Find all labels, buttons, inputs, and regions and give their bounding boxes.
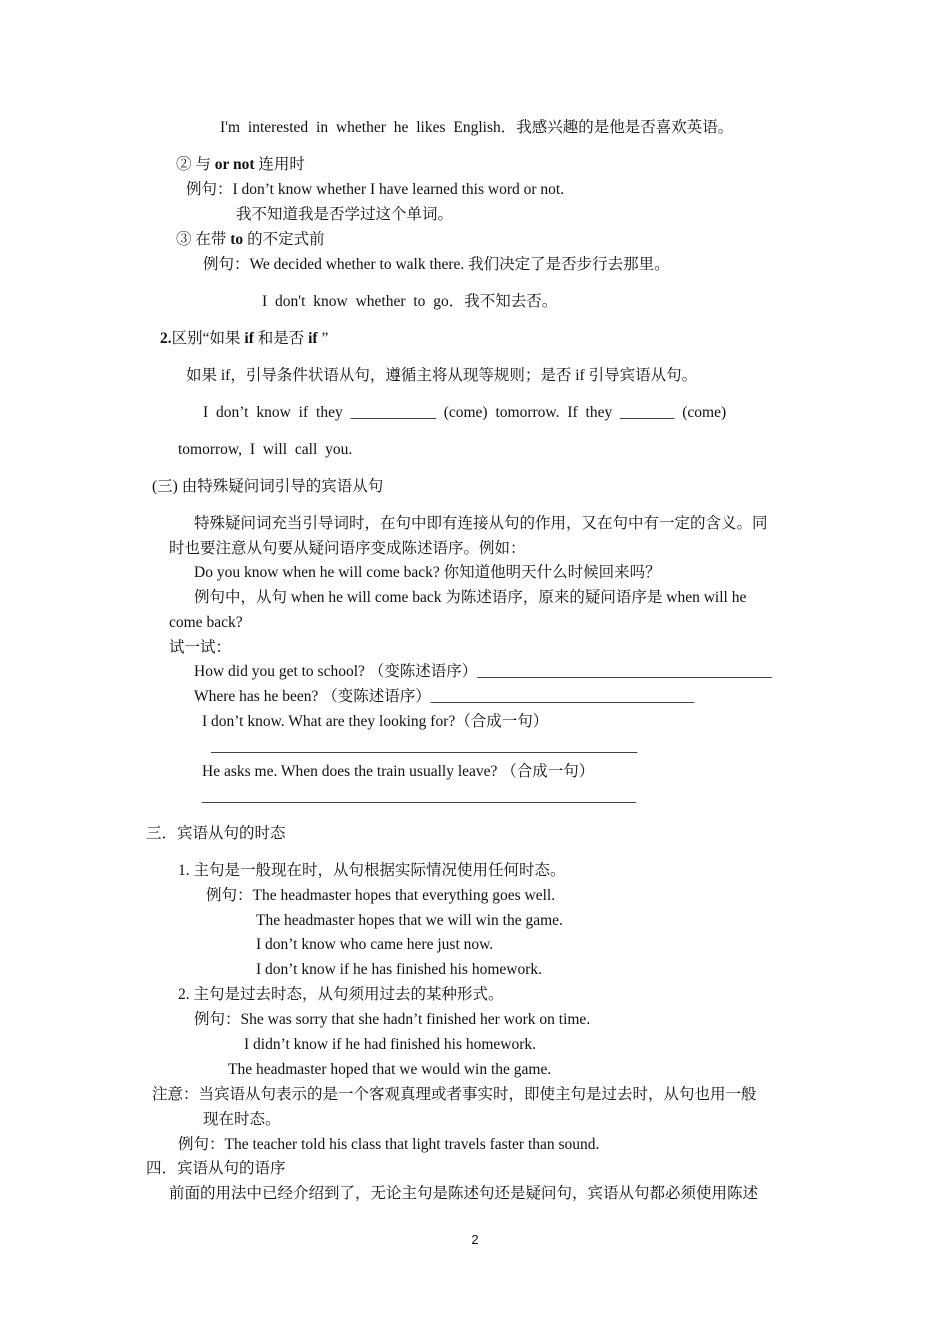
exercise-how-did-you: How did you get to school? （变陈述语序）______________________________________ — [194, 663, 772, 680]
wh-explanation-line-1: 特殊疑问词充当引导词时，在句中即有连接从句的作用，又在句中有一定的含义。同 — [194, 515, 768, 532]
section-word-order-heading: 四．宾语从句的语序 — [146, 1160, 286, 1177]
tense-rule-1-example-1: 例句：The headmaster hopes that everything goes well. — [206, 887, 556, 904]
tense-rule-1: 1. 主句是一般现在时，从句根据实际情况使用任何时态。 — [178, 862, 566, 879]
wh-example-note-line-1: 例句中，从句 when he will come back 为陈述语序，原来的疑问语序是 when will he — [194, 589, 747, 606]
example-whether-to-go: I don't know whether to go．我不知去否。 — [262, 293, 558, 310]
example-interested-whether: I'm interested in whether he likes English．我感兴趣的是他是否喜欢英语。 — [220, 119, 734, 136]
tense-rule-2-example-1: 例句：She was sorry that she hadn’t finished her work on time. — [194, 1011, 591, 1028]
tense-rule-2-example-2: I didn’t know if he had finished his homework. — [244, 1036, 537, 1053]
rule-to-infinitive-heading: ③ 在带 to 的不定式前 — [176, 231, 325, 248]
wh-explanation-line-2: 时也要注意从句要从疑问语序变成陈述语序。例如： — [169, 540, 526, 557]
example-whether-to-walk: 例句：We decided whether to walk there. 我们决定了是否步行去那里。 — [203, 256, 670, 273]
page-number: 2 — [471, 1232, 479, 1247]
tense-note-line-2: 现在时态。 — [203, 1111, 281, 1128]
exercise-train-leave: He asks me. When does the train usually leave? （合成一句） — [202, 763, 595, 780]
tense-rule-1-example-4: I don’t know if he has finished his homework. — [256, 961, 542, 978]
exercise-where-has-he: Where has he been? （变陈述语序）__________________________________ — [194, 688, 695, 705]
section-wh-word-heading: (三) 由特殊疑问词引导的宾语从句 — [152, 478, 384, 495]
section-if-difference-heading: 2.区别“如果 if 和是否 if ” — [160, 330, 329, 347]
wh-example-note-line-2: come back? — [169, 614, 243, 631]
word-order-explanation: 前面的用法中已经介绍到了，无论主句是陈述句还是疑问句，宾语从句都必须使用陈述 — [169, 1185, 759, 1202]
if-exercise-line-2: tomorrow, I will call you. — [178, 441, 353, 458]
tense-rule-2-example-3: The headmaster hoped that we would win the game. — [228, 1061, 552, 1078]
rule-or-not-heading: ② 与 or not 连用时 — [176, 156, 305, 173]
section-tense-heading: 三．宾语从句的时态 — [146, 825, 286, 842]
exercise-looking-for: I don’t know. What are they looking for?（合成一句） — [202, 713, 549, 730]
tense-rule-2: 2. 主句是过去时态，从句须用过去的某种形式。 — [178, 986, 504, 1003]
if-exercise-line-1: I don’t know if they ___________ (come) tomorrow. If they _______ (come) — [203, 404, 727, 421]
tense-note-line-1: 注意：当宾语从句表示的是一个客观真理或者事实时，即使主句是过去时，从句也用一般 — [152, 1086, 757, 1103]
example-whether-or-not: 例句：I don’t know whether I have learned this word or not. — [186, 181, 565, 198]
tense-rule-1-example-3: I don’t know who came here just now. — [256, 936, 494, 953]
exercise-looking-for-blank: _______________________________________________________ — [211, 738, 638, 755]
if-explanation: 如果 if，引导条件状语从句，遵循主将从现等规则；是否 if 引导宾语从句。 — [186, 367, 698, 384]
example-whether-or-not-translation: 我不知道我是否学过这个单词。 — [236, 206, 454, 223]
try-it-label: 试一试： — [169, 639, 232, 656]
tense-rule-1-example-2: The headmaster hopes that we will win the game. — [256, 912, 563, 929]
exercise-train-leave-blank: ________________________________________________________ — [202, 788, 636, 805]
tense-note-example: 例句：The teacher told his class that light travels faster than sound. — [178, 1136, 600, 1153]
wh-example: Do you know when he will come back? 你知道他明天什么时候回来吗？ — [194, 564, 661, 581]
